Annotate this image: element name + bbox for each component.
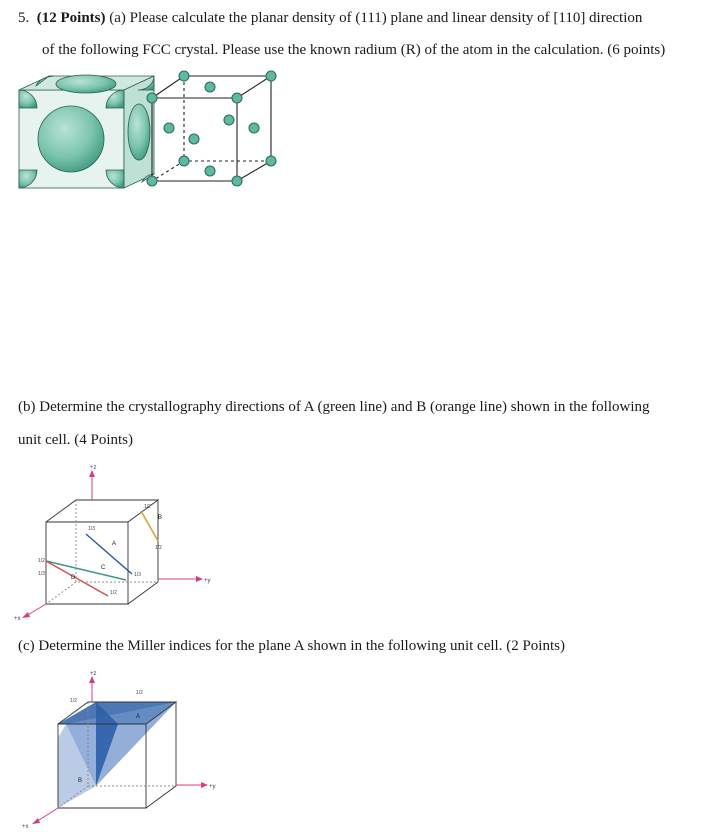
part-a-text-1: (a) Please calculate the planar density of (111) plane and linear density of [110] direction <box>109 10 643 26</box>
x-axis <box>26 604 46 616</box>
part-c-text: (c) Determine the Miller indices for the plane A shown in the following unit cell. (2 Points) <box>18 638 565 654</box>
y-axis-label: +y <box>204 578 211 584</box>
fraction-label: 1/2 <box>155 545 162 551</box>
direction-C-line <box>86 534 132 574</box>
label-A: A <box>136 714 141 720</box>
y-axis-label: +y <box>209 784 216 790</box>
x-axis-label: +x <box>14 616 21 622</box>
fraction-label: 1/3 <box>134 572 141 578</box>
plane-unit-cell-figure <box>8 668 228 834</box>
z-axis-arrow-icon <box>89 676 95 683</box>
direction-A-line <box>46 561 126 580</box>
x-axis-label: +x <box>22 824 29 830</box>
y-axis-arrow-icon <box>201 782 208 788</box>
fraction-label: 1/2 <box>70 698 77 704</box>
problem-header-line <box>18 8 642 28</box>
directions-unit-cell-figure <box>8 462 228 622</box>
label-D: D <box>71 575 76 581</box>
unit-cell-edges <box>46 500 158 604</box>
z-axis-label: +z <box>90 671 97 677</box>
fcc-unit-cell-figure <box>14 68 284 193</box>
fraction-label: 1/2 <box>144 504 151 510</box>
label-B: B <box>78 778 83 784</box>
direction-B-line <box>141 511 158 541</box>
problem-number: 5. <box>18 10 30 26</box>
problem-points: (12 Points) <box>36 10 106 26</box>
fraction-label: 1/2 <box>136 690 143 696</box>
part-b-text-2: unit cell. (4 Points) <box>18 432 133 448</box>
label-A: A <box>112 541 117 547</box>
label-B: B <box>158 515 163 521</box>
fraction-label: 1/3 <box>88 526 95 532</box>
x-axis-arrow-icon <box>32 818 40 824</box>
fraction-label: 1/2 <box>110 590 117 596</box>
part-b-text-1: (b) Determine the crystallography directions of A (green line) and B (orange line) shown in the following <box>18 399 650 415</box>
reduced-sphere-model <box>147 71 276 186</box>
z-axis-arrow-icon <box>89 470 95 477</box>
fraction-label: 1/2 <box>38 558 45 564</box>
direction-D-line <box>46 561 108 596</box>
fraction-label: 1/3 <box>38 571 45 577</box>
z-axis-label: +z <box>90 465 97 471</box>
y-axis-arrow-icon <box>196 576 203 582</box>
part-a-text-2: of the following FCC crystal. Please use the known radium (R) of the atom in the calculation. (6 points) <box>42 42 666 58</box>
x-axis-arrow-icon <box>22 612 30 618</box>
label-C: C <box>101 565 106 571</box>
hard-sphere-model <box>19 75 154 188</box>
x-axis <box>36 808 58 822</box>
